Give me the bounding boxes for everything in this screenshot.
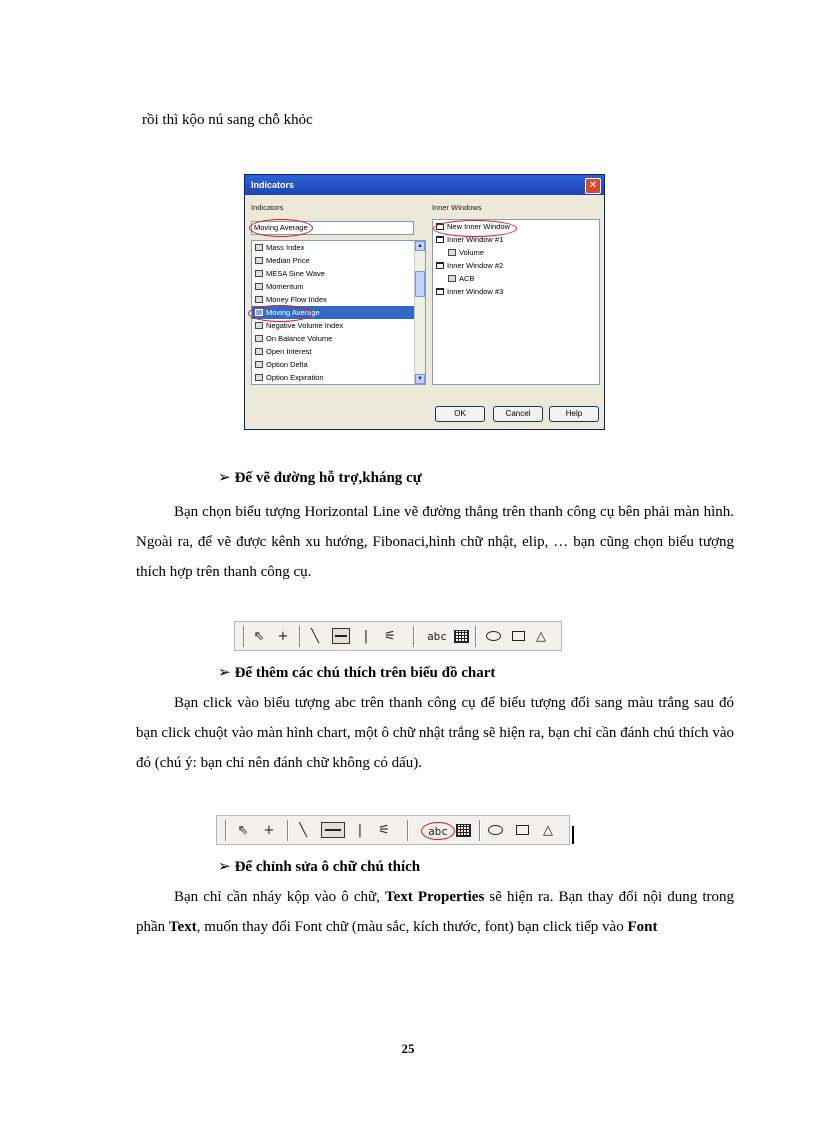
indicator-list-item[interactable]: [252, 332, 425, 345]
toolbar-separator: [407, 820, 409, 841]
fibonacci-icon[interactable]: ⚟: [378, 822, 390, 838]
trend-line-icon[interactable]: ╲: [311, 628, 319, 644]
indicator-list-item[interactable]: [252, 241, 425, 254]
section-heading-support-resistance: [218, 468, 422, 487]
crosshair-icon[interactable]: +: [263, 822, 275, 838]
indicator-icon: [255, 283, 263, 290]
paragraph-horizontal-line: Bạn chọn biểu tượng Horizontal Line vẽ đường thẳng trên thanh công cụ bên phải màn hình. Ngoài ra, để vẽ được kênh xu hướng, Fibonaci,hình chữ nhật, elip, … bạn cũng chọn biểu tượng thích hợp trên thanh công cụ.: [136, 504, 734, 580]
horizontal-line-icon[interactable]: [330, 627, 352, 645]
heading-arrow-icon: ➢: [218, 859, 231, 875]
cursor-bar: [572, 826, 574, 844]
toolbar-separator: [225, 820, 227, 841]
ok-button[interactable]: OK: [435, 406, 485, 422]
heading-text: Để chỉnh sửa ô chữ chú thích: [234, 859, 421, 875]
toolbar-separator: [475, 626, 477, 647]
highlight-oval: [249, 219, 313, 237]
dialog-title: Indicators: [251, 180, 295, 190]
window-icon: [436, 262, 444, 269]
paragraph-text-properties: [136, 882, 734, 942]
text-run: , muốn thay đổi Font chữ (màu sắc, kích thước, font) bạn click tiếp vào: [196, 919, 628, 935]
tree-child-node[interactable]: [433, 246, 599, 259]
intro-text: rồi thì kộo nú sang chỗ khỏc: [142, 112, 313, 128]
text-run: sẽ hiện ra. Bạn thay đổi nội dung trong phần: [136, 889, 734, 935]
indicators-group-label: Indicators: [251, 203, 284, 212]
toolbar-separator: [479, 820, 481, 841]
vertical-line-icon[interactable]: |: [363, 628, 369, 644]
indicator-icon: [255, 348, 263, 355]
arrow-icon[interactable]: ⇖: [253, 628, 265, 644]
heading-arrow-icon: ➢: [218, 665, 231, 681]
triangle-icon[interactable]: △: [536, 628, 546, 644]
heading-text: Để thêm các chú thích trên biểu đồ chart: [234, 665, 496, 681]
indicator-icon: [255, 244, 263, 251]
scroll-up-icon[interactable]: ▲: [415, 241, 425, 251]
text-abc-icon[interactable]: abc: [421, 822, 455, 840]
indicator-label: Median Price: [266, 256, 310, 265]
drawing-toolbar-2: [216, 815, 570, 845]
dialog-titlebar: [245, 175, 604, 195]
heading-text: Để vẽ đường hỗ trợ,kháng cự: [234, 470, 422, 486]
highlight-oval-new-window: [433, 220, 517, 237]
ellipse-icon[interactable]: [485, 821, 505, 839]
triangle-icon[interactable]: △: [543, 822, 553, 838]
bold-text-properties: Text Properties: [385, 889, 485, 905]
rectangle-icon[interactable]: [509, 627, 527, 645]
toolbar-separator: [413, 626, 415, 647]
indicator-label: Moving Average: [266, 308, 320, 317]
tree-node-label: Inner Window #2: [447, 261, 504, 270]
indicator-list-item[interactable]: [252, 280, 425, 293]
ellipse-icon[interactable]: [483, 627, 503, 645]
indicator-icon: [255, 322, 263, 329]
trend-line-icon[interactable]: ╲: [299, 822, 307, 838]
indicator-label: Option Expiration: [266, 373, 324, 382]
inner-windows-group-label: Inner Windows: [432, 203, 482, 212]
indicator-label: Momentum: [266, 282, 304, 291]
indicator-icon: [255, 257, 263, 264]
horizontal-line-icon[interactable]: [320, 821, 346, 839]
indicator-list-item[interactable]: [252, 254, 425, 267]
indicator-label: Option Delta: [266, 360, 308, 369]
scroll-down-icon[interactable]: ▼: [415, 374, 425, 384]
vertical-line-icon[interactable]: |: [357, 822, 363, 838]
inner-windows-tree[interactable]: [432, 219, 600, 385]
text-run: Bạn chỉ cần nháy kộp vào ô chữ,: [174, 889, 386, 905]
indicator-icon: [255, 374, 263, 381]
indicator-icon: [255, 270, 263, 277]
tree-child-node[interactable]: [433, 272, 599, 285]
bold-text: Text: [168, 919, 197, 935]
indicator-list-item[interactable]: [252, 267, 425, 280]
toolbar-separator: [287, 820, 289, 841]
indicator-icon: [255, 335, 263, 342]
indicator-label: MESA Sine Wave: [266, 269, 325, 278]
window-icon: [436, 288, 444, 295]
grid-icon[interactable]: [452, 627, 470, 645]
indicator-icon: [448, 275, 456, 282]
indicator-icon: [255, 296, 263, 303]
indicator-label: Mass Index: [266, 243, 305, 252]
heading-arrow-icon: ➢: [218, 470, 231, 486]
tree-node-label: ACB: [459, 274, 475, 283]
indicator-label: Money Flow Index: [266, 295, 327, 304]
help-button[interactable]: Help: [549, 406, 599, 422]
paragraph-abc-tool: Bạn click vào biểu tượng abc trên thanh công cụ để biểu tượng đổi sang màu trắng sau đó bạn click chuột vào màn hình chart, một ô chữ nhật trắng sẽ hiện ra, bạn chỉ cần đánh chú thích vào đó (chú ý: bạn chỉ nên đánh chữ không có dấu).: [136, 695, 734, 771]
indicator-list-item[interactable]: [252, 358, 425, 371]
highlight-oval-selected: [248, 305, 312, 322]
fibonacci-icon[interactable]: ⚟: [384, 628, 396, 644]
tree-node-label: Inner Window #3: [447, 287, 504, 296]
bold-font: Font: [627, 919, 658, 935]
crosshair-icon[interactable]: +: [277, 628, 289, 644]
grid-icon[interactable]: [454, 821, 472, 839]
indicator-label: Negative Volume Index: [266, 321, 344, 330]
close-icon[interactable]: ✕: [585, 178, 601, 194]
cancel-button[interactable]: Cancel: [493, 406, 543, 422]
text-abc-icon[interactable]: abc: [427, 629, 447, 643]
tree-node-label: Inner Window #1: [447, 235, 504, 244]
list-scrollbar[interactable]: [414, 241, 425, 384]
indicators-dialog: [244, 174, 605, 430]
scroll-thumb[interactable]: [415, 271, 425, 297]
indicator-icon: [255, 361, 263, 368]
tree-node-label: Volume: [459, 248, 485, 257]
arrow-icon[interactable]: ⇖: [237, 822, 249, 838]
toolbar-separator: [243, 626, 245, 647]
tree-window-node[interactable]: [433, 285, 599, 298]
tree-window-node[interactable]: [433, 259, 599, 272]
section-heading-annotations: [218, 663, 495, 682]
indicator-list-item[interactable]: [252, 371, 425, 384]
page-number: 25: [401, 1041, 415, 1056]
drawing-toolbar-1: [234, 621, 562, 651]
indicator-search-input[interactable]: Moving Average: [251, 221, 414, 235]
toolbar-separator: [299, 626, 301, 647]
indicator-icon: [448, 249, 456, 256]
window-icon: [436, 236, 444, 243]
indicator-list-item[interactable]: [252, 345, 425, 358]
indicator-label: Open Interest: [266, 347, 312, 356]
indicator-label: On Balance Volume: [266, 334, 333, 343]
rectangle-icon[interactable]: [513, 821, 531, 839]
section-heading-edit-text: [218, 857, 420, 876]
tree-node-label: New Inner Window: [447, 222, 510, 231]
